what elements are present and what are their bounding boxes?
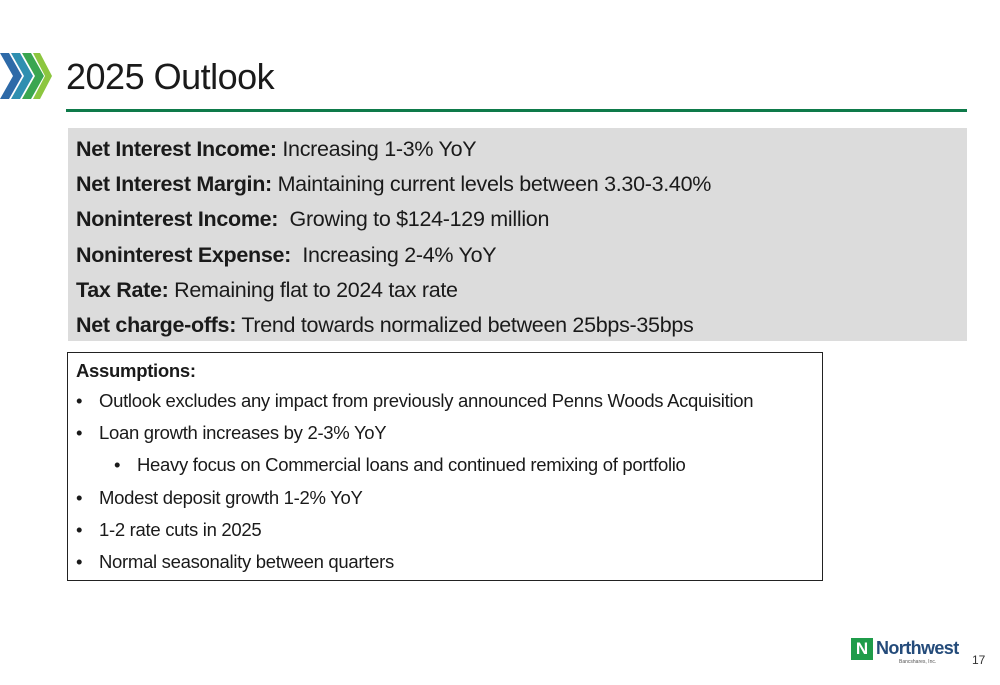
assumptions-box — [67, 352, 823, 581]
bullet-icon: • — [76, 486, 83, 508]
outlook-label: Net Interest Margin: — [76, 172, 272, 197]
outlook-value: Maintaining current levels between 3.30-3.40% — [271, 172, 712, 197]
outlook-item-noninterest-income — [76, 202, 967, 237]
list-item-text: Modest deposit growth 1-2% YoY — [99, 486, 363, 508]
list-item — [76, 482, 822, 514]
outlook-label: Noninterest Expense: — [76, 242, 292, 267]
outlook-value: Increasing 2-4% YoY — [291, 242, 497, 267]
bullet-icon: • — [76, 422, 83, 444]
list-item-text: Outlook excludes any impact from previously announced Penns Woods Acquisition — [99, 390, 754, 411]
list-item-text: Heavy focus on Commercial loans and continued remixing of portfolio — [137, 454, 686, 476]
title-divider — [66, 109, 967, 112]
list-item — [76, 385, 822, 417]
outlook-label: Net Interest Income: — [76, 137, 277, 161]
page-title: 2025 Outlook — [66, 56, 275, 97]
outlook-value: Growing to $124-129 million — [278, 207, 550, 232]
outlook-label: Tax Rate: — [76, 277, 169, 302]
list-item — [76, 417, 822, 449]
logo-subtitle: Bancshares, Inc. — [899, 659, 937, 665]
outlook-value: Increasing 1-3% YoY — [276, 137, 477, 161]
bullet-icon: • — [114, 454, 121, 476]
outlook-label: Noninterest Income: — [76, 207, 279, 232]
logo-mark: N — [851, 638, 873, 660]
outlook-value: Remaining flat to 2024 tax rate — [168, 277, 458, 302]
list-item-text: 1-2 rate cuts in 2025 — [99, 518, 262, 540]
outlook-panel — [68, 128, 967, 341]
logo-name: Northwest — [876, 638, 959, 658]
bullet-icon: • — [76, 390, 83, 411]
bullet-icon: • — [76, 518, 83, 540]
list-item-text: Loan growth increases by 2-3% YoY — [99, 422, 387, 444]
outlook-item-noninterest-expense — [76, 238, 967, 273]
outlook-value: Trend towards normalized between 25bps-35bps — [236, 313, 694, 338]
list-item-text: Normal seasonality between quarters — [99, 551, 394, 573]
assumptions-list — [76, 385, 822, 578]
outlook-label: Net charge-offs: — [76, 313, 237, 338]
list-item — [76, 514, 822, 546]
outlook-item-net-interest-margin — [76, 167, 967, 202]
northwest-logo-icon — [851, 636, 959, 670]
bullet-icon: • — [76, 551, 83, 573]
assumptions-title: Assumptions: — [76, 360, 196, 381]
list-item — [76, 449, 822, 481]
outlook-item-net-interest-income — [76, 132, 967, 167]
outlook-item-tax-rate — [76, 273, 967, 308]
chevron-arrows-icon — [0, 50, 52, 102]
list-item — [76, 546, 822, 578]
outlook-item-net-charge-offs — [76, 308, 967, 343]
page-number: 17 — [972, 653, 986, 667]
